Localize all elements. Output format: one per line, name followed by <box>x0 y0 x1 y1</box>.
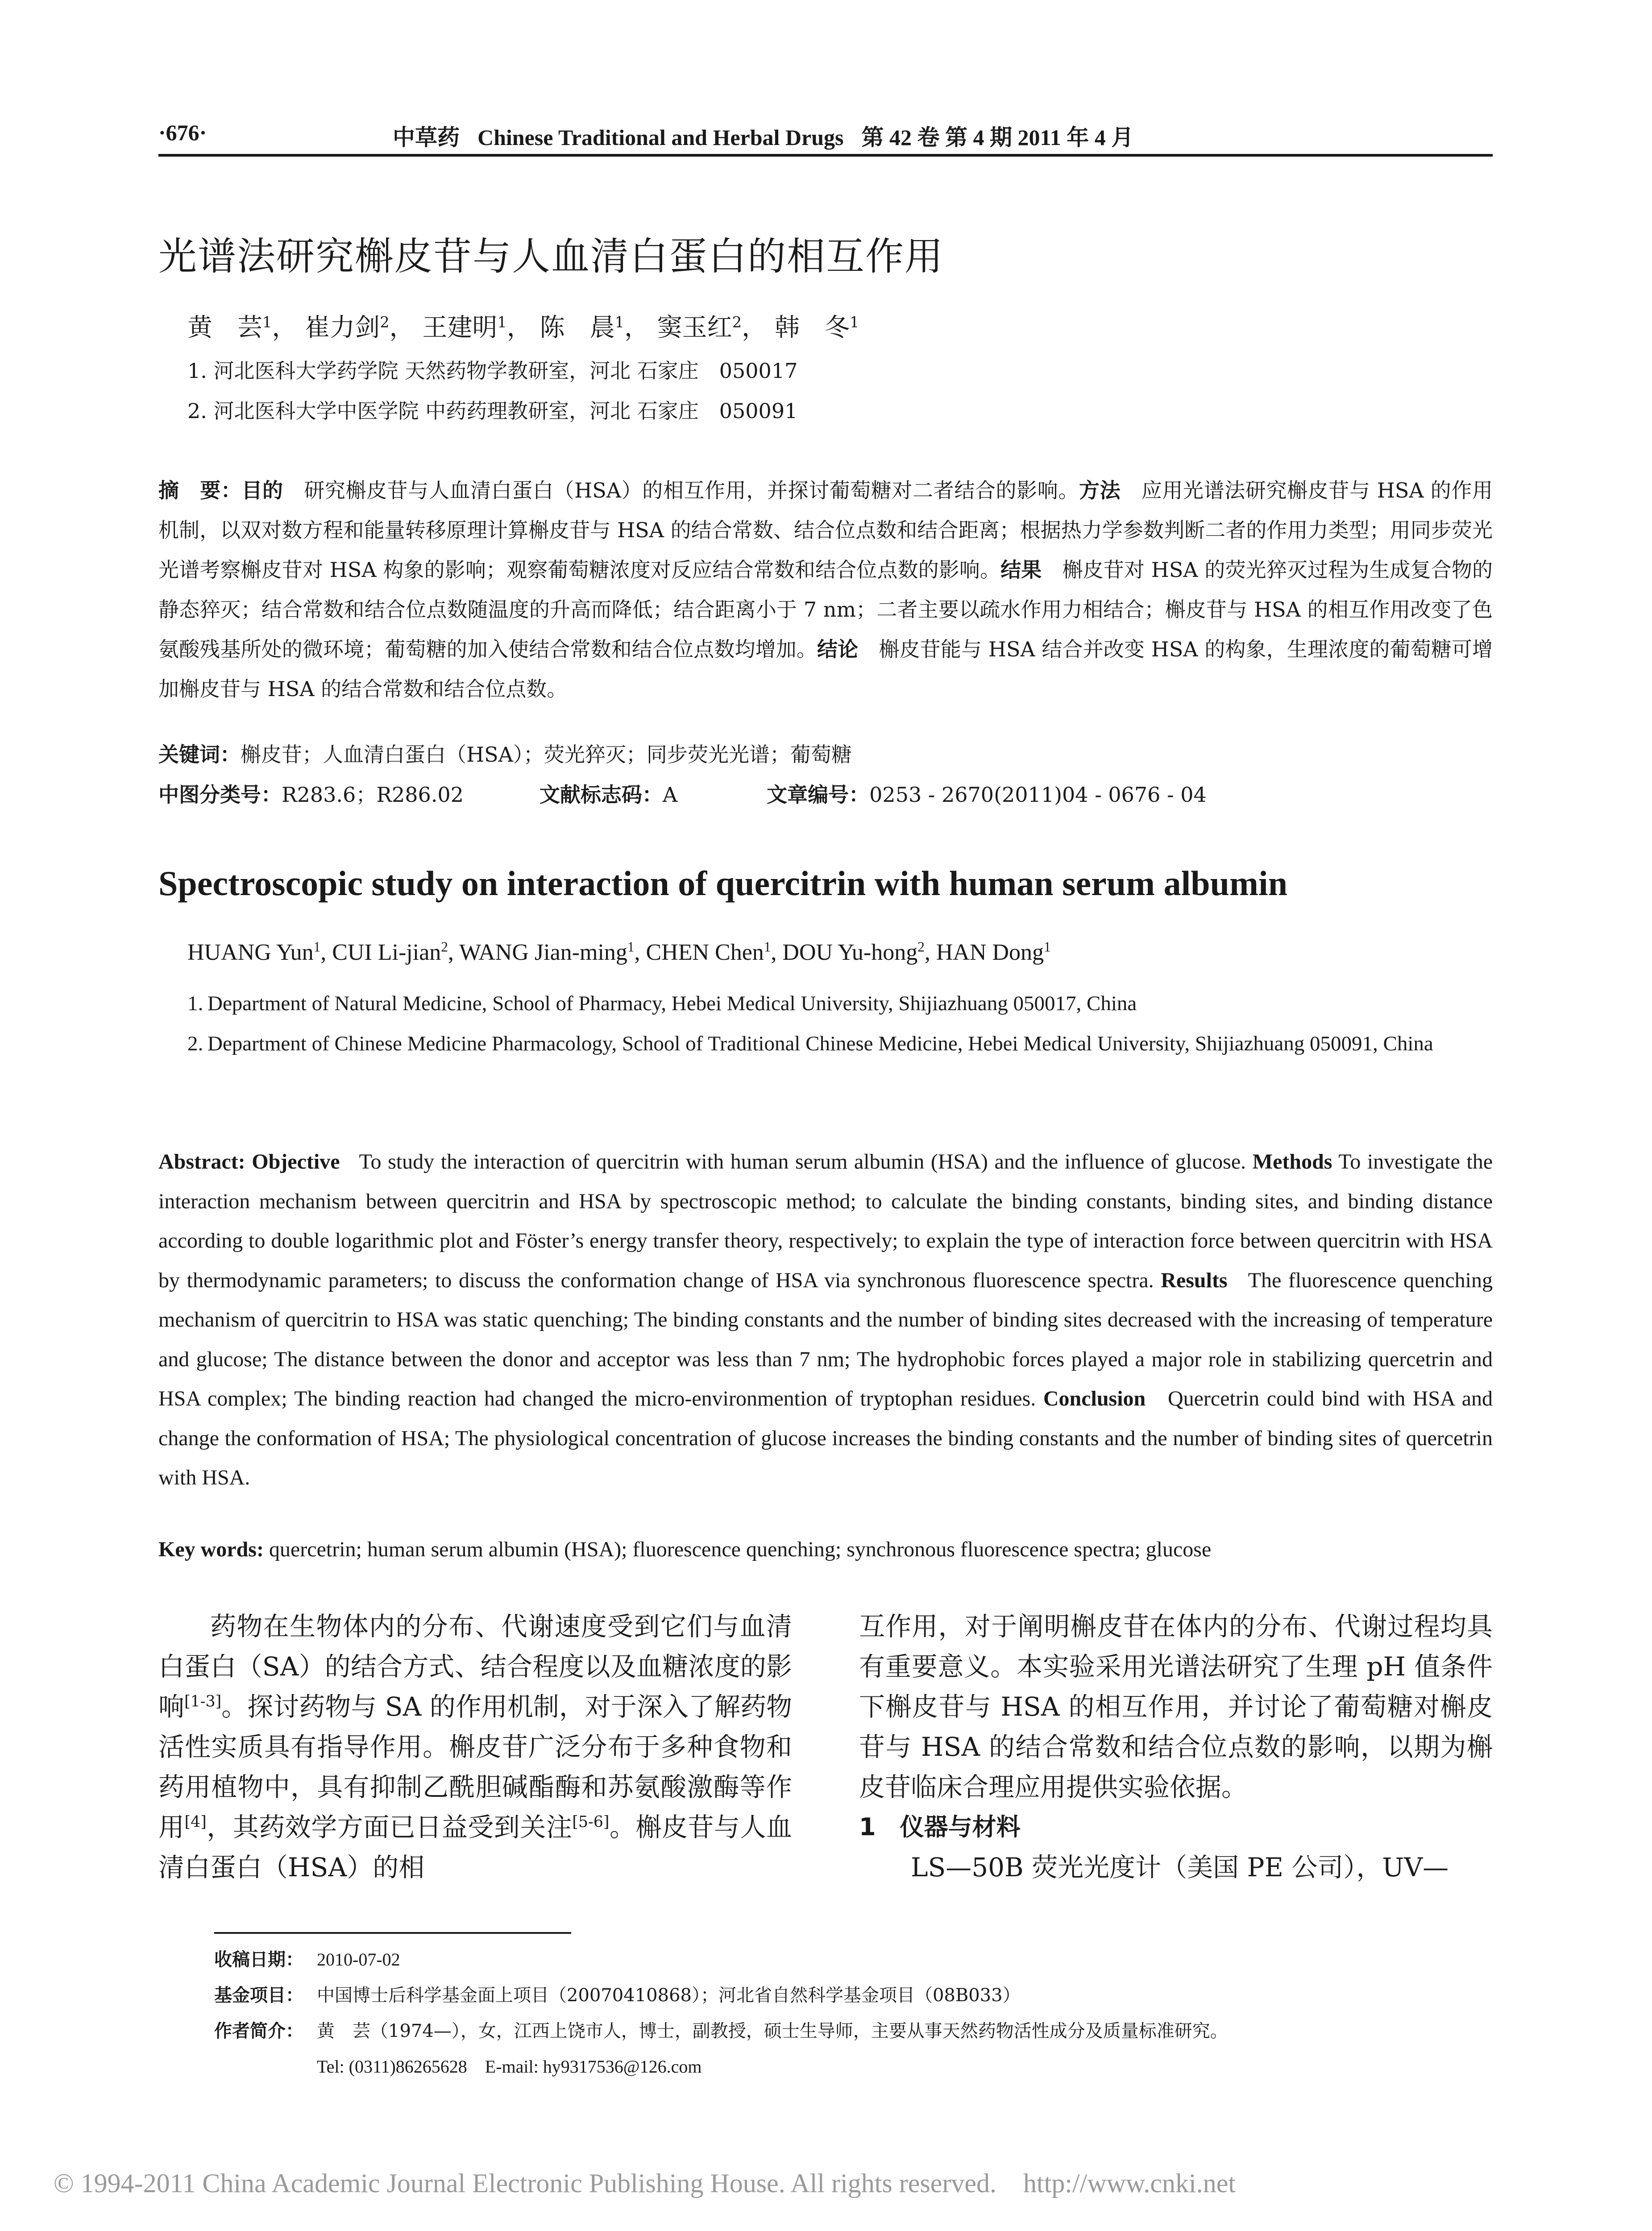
affiliation-en <box>187 1024 1493 1063</box>
author-cn: 陈 晨 <box>540 313 615 342</box>
author-aff-marker: 1 <box>627 939 635 955</box>
body-column-left <box>158 1606 792 1887</box>
results-label-en: Results <box>1161 1268 1228 1292</box>
author-aff-marker: 1 <box>497 313 507 331</box>
abstract-label-en: Abstract: <box>158 1150 245 1174</box>
results-text-cn: 槲皮苷对 HSA 的荧光猝灭过程为生成复合物的静态猝灭；结合常数和结合位点数随温度的升高而降低；结合距离小于 7 nm；二者主要以疏水作用力相结合；槲皮苷与 HSA 的相互作用改变了色氨酸残基所处的微环境；葡萄糖的加入使结合常数和结合位点数均增加。 <box>158 558 1493 661</box>
methods-text-cn: 应用光谱法研究槲皮苷与 HSA 的作用机制，以双对数方程和能量转移原理计算槲皮苷与 HSA 的结合常数、结合位点数和结合距离；根据热力学参数判断二者的作用力类型；用同步荧光光谱考察槲皮苷对 HSA 构象的影响；观察葡萄糖浓度对反应结合常数和结合位点数的影响。 <box>158 478 1493 582</box>
citation: [1-3] <box>184 1692 222 1711</box>
keywords-cn <box>158 738 852 768</box>
title-cn: 光谱法研究槲皮苷与人血清白蛋白的相互作用 <box>158 234 944 279</box>
author-aff-marker: 1 <box>614 313 624 331</box>
results-text-en: The fluorescence quenching mechanism of quercitrin to HSA was static quenching; The binding constants and the number of binding sites decreased with the increasing of temperature and glucose; The distance between the donor and acceptor was less than 7 nm; The hydrophobic forces played a major role in stabilizing quercetrin and HSA complex; The binding reaction had changed the micro-environmention of tryptophan residues. <box>158 1268 1493 1410</box>
author-aff-marker: 2 <box>380 313 390 331</box>
footnote-label: 基金项目： <box>214 1985 303 2006</box>
author-aff-marker: 2 <box>441 939 448 955</box>
clc-value: R283.6；R286.02 <box>282 783 464 807</box>
abstract-cn <box>158 471 1493 709</box>
authors-cn: 黄 芸$^1$， 崔力剑$^2$， 王建明$^1$， 陈 晨$^1$， 窦玉红$^2$， 韩 冬$^1$ <box>187 313 859 342</box>
keywords-label-cn: 关键词： <box>158 742 241 767</box>
journal-name-en: Chinese Traditional and Herbal Drugs <box>477 125 844 150</box>
author-cn: 崔力剑 <box>305 313 380 342</box>
page-number: ·676· <box>158 120 207 145</box>
title-en: Spectroscopic study on interaction of quercitrin with human serum albumin <box>158 864 1288 903</box>
footnote-contact <box>317 2053 701 2078</box>
footnote-text: 2010-07-02 <box>317 1949 400 1970</box>
author-en: CHEN Chen <box>646 940 764 965</box>
affiliation-cn: 2. 河北医科大学中医学院 中药药理教研室，河北 石家庄 050091 <box>187 399 798 423</box>
author-en: HUANG Yun <box>187 940 314 965</box>
author-en: CUI Li-jian <box>332 940 441 965</box>
footnote-label: 作者简介： <box>214 2021 303 2041</box>
author-aff-marker: 1 <box>313 939 321 955</box>
clc-label: 中图分类号： <box>158 783 282 807</box>
conclusion-text-cn: 槲皮苷能与 HSA 结合并改变 HSA 的构象，生理浓度的葡萄糖可增加槲皮苷与 HSA 的结合常数和结合位点数。 <box>158 637 1493 701</box>
section-heading: 1 仪器与材料 <box>859 1813 1021 1841</box>
body-text: LS—50B 荧光光度计（美国 PE 公司），UV— <box>911 1852 1449 1883</box>
affiliation-cn: 1. 河北医科大学药学院 天然药物学教研室，河北 石家庄 050017 <box>187 359 798 383</box>
objective-label-cn: 目的 <box>241 478 283 502</box>
body-text: 。槲皮苷与人血清白蛋白（HSA）的相 <box>158 1812 792 1883</box>
article-number-label: 文章编号： <box>767 783 870 807</box>
footnote-text: 黄 芸（1974—），女，江西上饶市人，博士，副教授，硕士生导师，主要从事天然药物活性成分及质量标准研究。 <box>317 2021 1228 2041</box>
author-aff-marker: 2 <box>917 939 925 955</box>
author-cn: 韩 冬 <box>774 313 850 342</box>
results-label-cn: 结果 <box>1000 558 1042 582</box>
keywords-text-en: quercetrin; human serum albumin (HSA); fluorescence quenching; synchronous fluorescence spectra; glucose <box>269 1538 1212 1561</box>
conclusion-text-en: Quercetrin could bind with HSA and change the conformation of HSA; The physiological concentration of glucose increases the binding constants and the number of binding sites of quercetrin with HSA. <box>158 1387 1493 1489</box>
citation: [4] <box>184 1813 207 1831</box>
body-text: 互作用，对于阐明槲皮苷在体内的分布、代谢过程均具有重要意义。本实验采用光谱法研究了生理 pH 值条件下槲皮苷与 HSA 的相互作用，并讨论了葡萄糖对槲皮苷与 HSA 的结合常数和结合位点数的影响，以期为槲皮苷临床合理应用提供实验依据。 <box>859 1611 1493 1802</box>
methods-label-cn: 方法 <box>1079 478 1121 502</box>
author-cn: 王建明 <box>422 313 498 342</box>
author-aff-marker: 1 <box>849 313 859 331</box>
affiliation-number: 1. <box>187 992 203 1015</box>
doc-code-label: 文献标志码： <box>539 783 663 807</box>
abstract-en <box>158 1142 1493 1498</box>
body-text: 药物在生物体内的分布、代谢速度受到它们与血清白蛋白（SA）的结合方式、结合程度以及血糖浓度的影响 <box>158 1611 792 1722</box>
header-rule <box>158 154 1493 157</box>
footnote-author <box>214 2017 1228 2042</box>
footnote-received <box>214 1945 400 1971</box>
abstract-label-cn: 摘 要： <box>158 478 242 502</box>
conclusion-label-en: Conclusion <box>1043 1387 1146 1410</box>
author-en: HAN Dong <box>936 940 1044 965</box>
author-aff-marker: 1 <box>1044 939 1051 955</box>
objective-label-en: Objective <box>252 1150 340 1174</box>
footnote-text: 中国博士后科学基金面上项目（20070410868）；河北省自然科学基金项目（08B033） <box>317 1985 1021 2006</box>
author-aff-marker: 2 <box>732 313 742 331</box>
objective-text-en: To study the interaction of quercitrin with human serum albumin (HSA) and the influence of glucose. <box>359 1150 1246 1174</box>
keywords-en <box>158 1537 1211 1562</box>
author-aff-marker: 1 <box>764 939 771 955</box>
footnote-fund <box>214 1981 1021 2007</box>
footnote-text: Tel: (0311)86265628 E-mail: hy9317536@126.com <box>317 2057 702 2077</box>
body-text: ，其药效学方面已日益受到关注 <box>206 1812 573 1842</box>
author-en: DOU Yu-hong <box>782 940 918 965</box>
volume-issue: 第 42 卷 第 4 期 2011 年 4 月 <box>861 125 1134 150</box>
copyright-watermark: © 1994-2011 China Academic Journal Electronic Publishing House. All rights reserved. http://www.cnki.net <box>54 2169 1236 2198</box>
body-column-right <box>859 1606 1493 1887</box>
body-text: 。探讨药物与 SA 的作用机制，对于深入了解药物活性实质具有指导作用。槲皮苷广泛分布于多种食物和药用植物中，具有抑制乙酰胆碱酯酶和苏氨酸激酶等作用 <box>158 1692 792 1842</box>
affiliation-text: Department of Chinese Medicine Pharmacology, School of Traditional Chinese Medicine, Hebei Medical University, Shijiazhuang 050091, China <box>208 1032 1433 1055</box>
affiliation-en <box>187 984 1493 1023</box>
journal-name-cn: 中草药 <box>393 125 460 150</box>
doc-code-value: A <box>662 783 678 807</box>
journal-header <box>393 120 1133 152</box>
footnote-label: 收稿日期： <box>214 1949 303 1970</box>
footnote-rule <box>214 1932 571 1934</box>
conclusion-label-cn: 结论 <box>817 637 859 661</box>
methods-text-en: To investigate the interaction mechanism between quercitrin and HSA by spectroscopic method; to calculate the binding constants, binding sites, and binding distance according to double logarithmic plot and Föster’s energy transfer theory, respectively; to explain the type of interaction force between quercitrin with HSA by thermodynamic parameters; to discuss the conformation change of HSA via synchronous fluorescence spectra. <box>158 1150 1493 1292</box>
article-number-value: 0253 - 2670(2011)04 - 0676 - 04 <box>869 783 1207 807</box>
methods-label-en: Methods <box>1252 1150 1332 1174</box>
author-cn: 黄 芸 <box>187 313 262 342</box>
affiliation-number: 2. <box>187 1032 203 1055</box>
affiliation-text: Department of Natural Medicine, School of Pharmacy, Hebei Medical University, Shijiazhuang 050017, China <box>208 992 1137 1015</box>
author-aff-marker: 1 <box>262 313 272 331</box>
citation: [5-6] <box>572 1813 610 1831</box>
author-en: WANG Jian-ming <box>459 940 627 965</box>
keywords-text-cn: 槲皮苷；人血清白蛋白（HSA）；荧光猝灭；同步荧光光谱；葡萄糖 <box>241 742 852 767</box>
classification-line <box>158 779 1207 808</box>
authors-en: HUANG Yun$^1$, CUI Li-jian$^2$, WANG Jian-ming$^1$, CHEN Chen$^1$, DOU Yu-hong$^2$, HAN Dong$^1$ <box>187 939 1051 965</box>
author-cn: 窦玉红 <box>657 313 732 342</box>
objective-text-cn: 研究槲皮苷与人血清白蛋白（HSA）的相互作用，并探讨葡萄糖对二者结合的影响。 <box>304 478 1079 502</box>
keywords-label-en: Key words: <box>158 1538 264 1561</box>
